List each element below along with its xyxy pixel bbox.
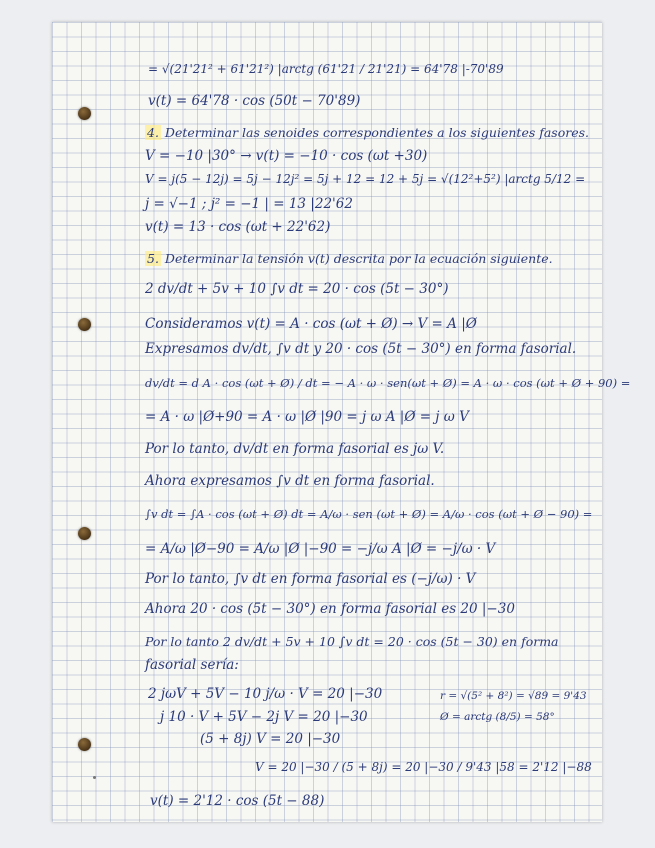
text-line: Consideramos v(t) = A · cos (ωt + Ø) → V = A |Ø (145, 316, 477, 332)
text-line: Ahora expresamos ∫v dt en forma fasorial. (145, 473, 435, 489)
binder-hole (78, 738, 91, 751)
text-line: Expresamos dv/dt, ∫v dt y 20 · cos (5t − 30°) en forma fasorial. (145, 341, 577, 357)
math-line: (5 + 8j) V = 20 |−30 (200, 731, 341, 747)
math-line: 2 jωV + 5V − 10 j/ω · V = 20 |−30 (148, 686, 383, 702)
math-line: v(t) = 2'12 · cos (5t − 88) (150, 793, 325, 809)
text-line: Por lo tanto, dv/dt en forma fasorial es jω V. (145, 441, 445, 457)
math-line: V = −10 |30° → v(t) = −10 · cos (ωt +30) (145, 148, 428, 164)
text-line: Por lo tanto, ∫v dt en forma fasorial es (−j/ω) · V (145, 571, 476, 587)
exercise-number: 4. (147, 125, 159, 140)
math-line: v(t) = 13 · cos (ωt + 22'62) (145, 219, 331, 235)
math-line: 2 dv/dt + 5v + 10 ∫v dt = 20 · cos (5t − 30°) (145, 281, 449, 297)
exercise-heading (145, 250, 553, 268)
text-line: Ahora 20 · cos (5t − 30°) en forma fasorial es 20 |−30 (145, 601, 515, 617)
text-line: Por lo tanto 2 dv/dt + 5v + 10 ∫v dt = 20 · cos (5t − 30) en forma (145, 634, 559, 649)
exercise-number: 5. (147, 251, 159, 266)
exercise-title: Determinar las senoides correspondientes a los siguientes fasores. (164, 125, 590, 140)
math-line: j = √−1 ; j² = −1 | = 13 |22'62 (145, 196, 353, 212)
text-line: fasorial sería: (145, 657, 239, 673)
math-line: = √(21'21² + 61'21²) |arctg (61'21 / 21'21) = 64'78 |-70'89 (148, 62, 504, 76)
math-line: dv/dt = d A · cos (ωt + Ø) / dt = − A · ω · sen(ωt + Ø) = A · ω · cos (ωt + Ø + 90) = (145, 376, 631, 390)
math-line: V = 20 |−30 / (5 + 8j) = 20 |−30 / 9'43 |58 = 2'12 |−88 (255, 760, 592, 774)
binder-hole (78, 107, 91, 120)
math-line: V = j(5 − 12j) = 5j − 12j² = 5j + 12 = 12 + 5j = √(12²+5²) |arctg 5/12 = (145, 172, 586, 186)
exercise-title: Determinar la tensión v(t) descrita por la ecuación siguiente. (164, 251, 553, 266)
binder-hole (78, 318, 91, 331)
math-line: j 10 · V + 5V − 2j V = 20 |−30 (160, 709, 368, 725)
exercise-heading (145, 124, 589, 142)
math-line: = A/ω |Ø−90 = A/ω |Ø |−90 = −j/ω A |Ø = −j/ω · V (145, 541, 496, 557)
binder-hole (78, 527, 91, 540)
math-line: ∫v dt = ∫A · cos (ωt + Ø) dt = A/ω · sen (ωt + Ø) = A/ω · cos (ωt + Ø − 90) = (145, 507, 593, 521)
ink-dot (93, 776, 96, 779)
math-line: v(t) = 64'78 · cos (50t − 70'89) (148, 93, 361, 109)
side-calculation: Ø = arctg (8/5) = 58° (440, 711, 555, 723)
side-calculation: r = √(5² + 8²) = √89 = 9'43 (440, 690, 587, 702)
math-line: = A · ω |Ø+90 = A · ω |Ø |90 = j ω A |Ø = j ω V (145, 409, 469, 425)
